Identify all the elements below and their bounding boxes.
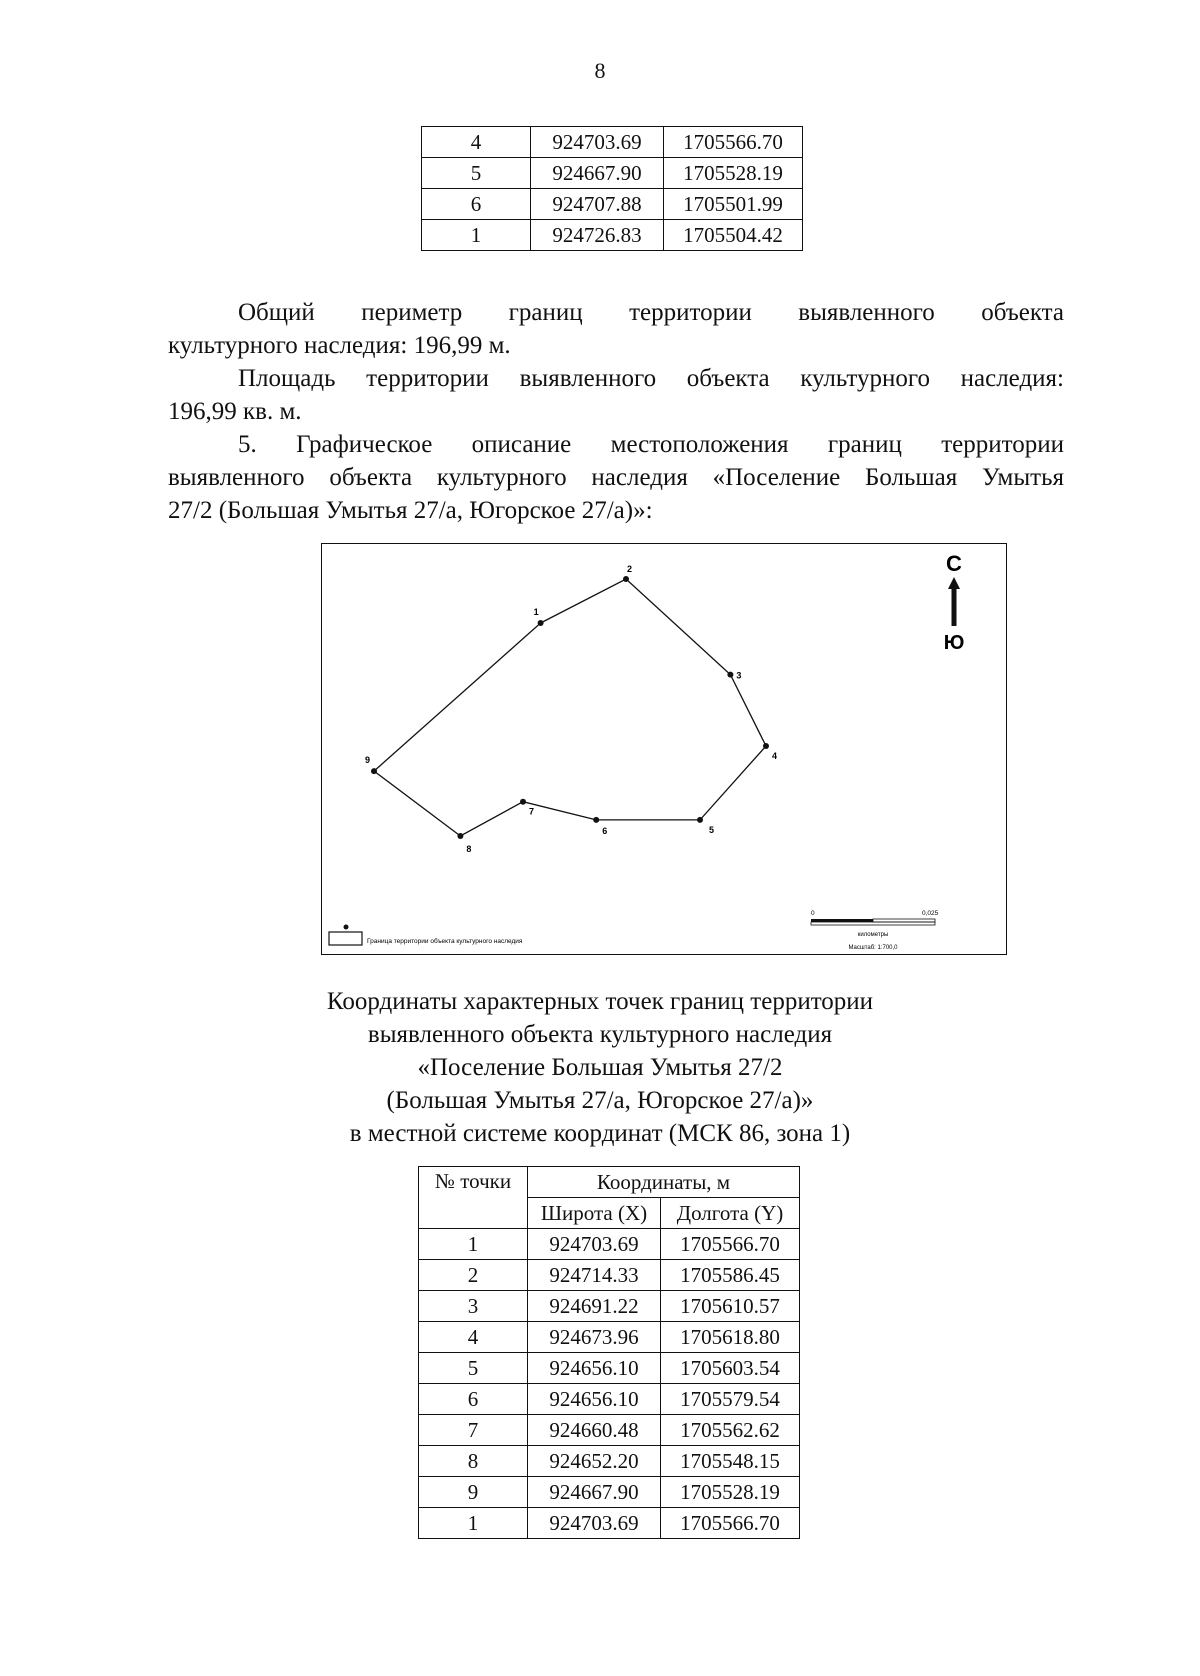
point-number-cell: 4 xyxy=(422,127,531,158)
latitude-cell: 924667.90 xyxy=(531,158,664,189)
header-longitude: Долгота (Y) xyxy=(661,1198,800,1229)
latitude-cell: 924656.10 xyxy=(528,1384,661,1415)
boundary-map-drawing xyxy=(322,544,1008,956)
graphic-description-line3: 27/2 (Большая Умытья 27/а, Югорское 27/а)»: xyxy=(168,497,653,524)
point-number-cell: 3 xyxy=(419,1291,528,1322)
point-number-cell: 4 xyxy=(419,1322,528,1353)
scale-zero-label: 0 xyxy=(811,910,815,917)
boundary-point-label: 3 xyxy=(736,670,742,681)
longitude-cell: 1705610.57 xyxy=(661,1291,800,1322)
latitude-cell: 924673.96 xyxy=(528,1322,661,1353)
point-number-cell: 1 xyxy=(419,1229,528,1260)
boundary-point-label: 2 xyxy=(627,564,633,574)
graphic-description-line1: 5. Графическое описание местоположения границ территории xyxy=(238,431,1064,458)
caption-line1: Координаты характерных точек границ территории xyxy=(326,988,874,1015)
boundary-point-label: 8 xyxy=(466,844,472,854)
boundary-point-3 xyxy=(727,672,733,678)
boundary-point-label: 4 xyxy=(772,751,778,761)
table-row xyxy=(419,1353,800,1384)
caption-line2: выявленного объекта культурного наследия xyxy=(367,1021,833,1048)
longitude-cell: 1705528.19 xyxy=(661,1477,800,1508)
table-row xyxy=(419,1415,800,1446)
table-row xyxy=(419,1291,800,1322)
header-coordinates: Координаты, м xyxy=(528,1167,800,1198)
longitude-cell: 1705501.99 xyxy=(664,189,803,220)
longitude-cell: 1705504.42 xyxy=(664,220,803,251)
boundary-point-2 xyxy=(623,576,629,582)
table-row xyxy=(419,1384,800,1415)
area-paragraph-line2: 196,99 кв. м. xyxy=(168,398,302,425)
caption-line5: в местной системе координат (МСК 86, зона 1) xyxy=(349,1120,851,1147)
north-label: С xyxy=(946,551,962,576)
point-number-cell: 2 xyxy=(419,1260,528,1291)
latitude-cell: 924652.20 xyxy=(528,1446,661,1477)
scale-bar xyxy=(811,910,939,951)
table-row xyxy=(419,1477,800,1508)
table-row xyxy=(419,1508,800,1539)
table-row xyxy=(419,1322,800,1353)
coordinates-table-continued xyxy=(421,126,803,251)
longitude-cell: 1705528.19 xyxy=(664,158,803,189)
table-row xyxy=(422,189,803,220)
latitude-cell: 924656.10 xyxy=(528,1353,661,1384)
scale-units-label: километры xyxy=(857,932,889,938)
boundary-point-1 xyxy=(538,620,544,626)
latitude-cell: 924667.90 xyxy=(528,1477,661,1508)
latitude-cell: 924660.48 xyxy=(528,1415,661,1446)
boundary-point-6 xyxy=(593,817,599,823)
boundary-map xyxy=(321,543,1007,955)
point-number-cell: 7 xyxy=(419,1415,528,1446)
boundary-point-label: 6 xyxy=(602,825,608,836)
point-number-cell: 9 xyxy=(419,1477,528,1508)
point-number-cell: 5 xyxy=(419,1353,528,1384)
scale-ratio-label: Масштаб: 1:700,0 xyxy=(848,945,898,951)
caption-line3: «Поселение Большая Умытья 27/2 xyxy=(417,1054,783,1081)
area-paragraph-line1: Площадь территории выявленного объекта культурного наследия: xyxy=(238,365,1064,392)
header-point-number: № точки xyxy=(419,1167,528,1229)
point-number-cell: 8 xyxy=(419,1446,528,1477)
point-number-cell: 6 xyxy=(422,189,531,220)
longitude-cell: 1705586.45 xyxy=(661,1260,800,1291)
longitude-cell: 1705566.70 xyxy=(661,1229,800,1260)
table-row xyxy=(422,220,803,251)
boundary-point-label: 1 xyxy=(533,607,539,617)
graphic-description-line2: выявленного объекта культурного наследия «Поселение Большая Умытья xyxy=(168,464,1064,491)
latitude-cell: 924691.22 xyxy=(528,1291,661,1322)
boundary-point-7 xyxy=(520,799,526,805)
boundary-point-label: 5 xyxy=(709,824,715,835)
point-number-cell: 5 xyxy=(422,158,531,189)
header-latitude: Широта (X) xyxy=(528,1198,661,1229)
longitude-cell: 1705562.62 xyxy=(661,1415,800,1446)
longitude-cell: 1705603.54 xyxy=(661,1353,800,1384)
boundary-point-9 xyxy=(371,768,377,774)
map-legend xyxy=(329,925,523,946)
scale-end-label: 0,025 xyxy=(922,910,939,917)
south-label: Ю xyxy=(943,632,965,654)
table-row xyxy=(422,127,803,158)
legend-boundary-swatch xyxy=(329,932,362,945)
perimeter-paragraph-line2: культурного наследия: 196,99 м. xyxy=(168,332,511,359)
longitude-cell: 1705579.54 xyxy=(661,1384,800,1415)
boundary-point-4 xyxy=(763,743,769,749)
boundary-point-8 xyxy=(457,833,463,839)
legend-text: Граница территории объекта культурного наследия xyxy=(367,938,523,945)
boundary-polygon xyxy=(374,579,766,836)
coordinates-table xyxy=(418,1166,800,1539)
boundary-point-label: 9 xyxy=(365,755,371,766)
page-number: 8 xyxy=(594,58,606,83)
table-row xyxy=(419,1446,800,1477)
longitude-cell: 1705566.70 xyxy=(664,127,803,158)
boundary-point-5 xyxy=(697,817,703,823)
north-arrow-icon xyxy=(944,551,965,654)
latitude-cell: 924714.33 xyxy=(528,1260,661,1291)
point-number-cell: 6 xyxy=(419,1384,528,1415)
boundary-point-label: 7 xyxy=(529,806,535,817)
latitude-cell: 924707.88 xyxy=(531,189,664,220)
longitude-cell: 1705548.15 xyxy=(661,1446,800,1477)
coordinates-caption xyxy=(0,985,1200,1150)
point-number-cell: 1 xyxy=(419,1508,528,1539)
table-row xyxy=(422,158,803,189)
latitude-cell: 924703.69 xyxy=(528,1508,661,1539)
table-row xyxy=(419,1260,800,1291)
point-number-cell: 1 xyxy=(422,220,531,251)
caption-line4: (Большая Умытья 27/а, Югорское 27/а)» xyxy=(386,1087,814,1114)
table-row xyxy=(419,1229,800,1260)
latitude-cell: 924703.69 xyxy=(528,1229,661,1260)
legend-point-marker xyxy=(344,925,349,930)
longitude-cell: 1705566.70 xyxy=(661,1508,800,1539)
latitude-cell: 924703.69 xyxy=(531,127,664,158)
latitude-cell: 924726.83 xyxy=(531,220,664,251)
perimeter-paragraph-line1: Общий периметр границ территории выявленного объекта xyxy=(238,299,1064,326)
longitude-cell: 1705618.80 xyxy=(661,1322,800,1353)
